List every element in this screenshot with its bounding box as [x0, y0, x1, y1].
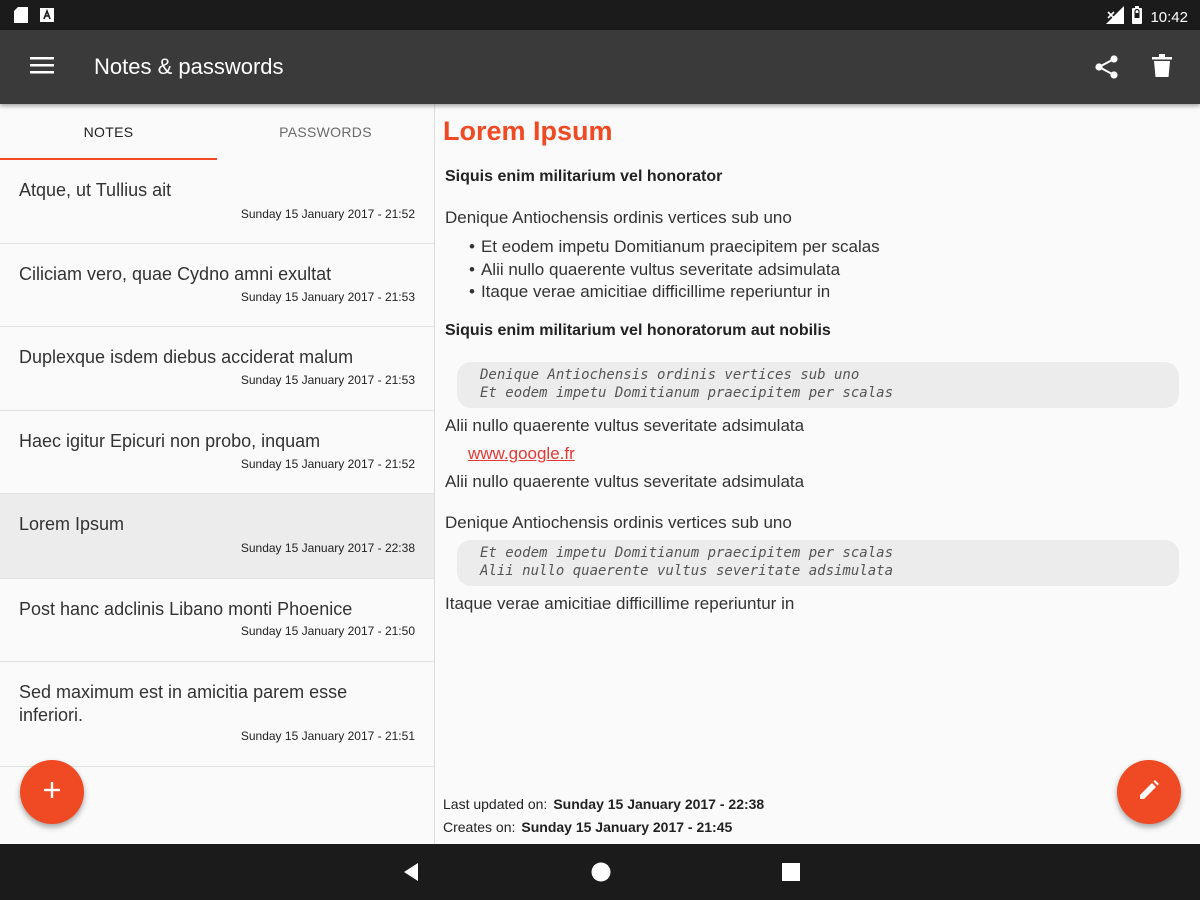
code-line: Et eodem impetu Domitianum praecipitem per scalas [480, 545, 894, 561]
note-paragraph: Denique Antiochensis ordinis vertices sub uno [445, 208, 792, 227]
home-icon[interactable] [589, 860, 613, 884]
sd-card-icon [14, 7, 28, 28]
app-title: Notes & passwords [94, 54, 284, 79]
tab-notes[interactable]: NOTES [83, 124, 134, 140]
signal-icon [1106, 6, 1124, 28]
recents-icon[interactable] [779, 860, 803, 884]
tab-passwords[interactable]: PASSWORDS [279, 124, 372, 140]
last-updated-label: Last updated on: [443, 796, 548, 812]
code-line: Denique Antiochensis ordinis vertices sub uno [480, 367, 860, 383]
status-bar [0, 0, 1200, 30]
battery-icon [1132, 6, 1142, 28]
code-block [457, 540, 1179, 586]
note-item-title: Post hanc adclinis Libano monti Phoenice [19, 599, 353, 619]
bullet-item: • Alii nullo quaerente vultus severitate adsimulata [469, 259, 880, 282]
note-item-date: Sunday 15 January 2017 - 21:53 [240, 290, 415, 304]
note-detail-panel [435, 104, 1200, 844]
code-line: Alii nullo quaerente vultus severitate adsimulata [480, 563, 894, 579]
note-item-date: Sunday 15 January 2017 - 21:53 [240, 373, 415, 387]
note-list-item[interactable] [0, 411, 434, 494]
note-paragraph: Alii nullo quaerente vultus severitate adsimulata [445, 416, 805, 435]
notification-app-icon [40, 7, 54, 28]
note-item-title: Sed maximum est in amicitia parem esse inferiori. [19, 682, 348, 725]
note-title: Lorem Ipsum [443, 116, 613, 146]
created-label: Creates on: [443, 819, 516, 835]
note-section-heading: Siquis enim militarium vel honoratorum aut nobilis [445, 322, 831, 339]
note-list-item-selected[interactable] [0, 494, 434, 579]
note-item-date: Sunday 15 January 2017 - 22:38 [240, 541, 415, 555]
note-list-item[interactable] [0, 244, 434, 327]
note-link[interactable]: www.google.fr [468, 444, 575, 463]
note-item-date: Sunday 15 January 2017 - 21:51 [240, 729, 415, 743]
plus-icon [43, 781, 61, 804]
note-list-item[interactable] [0, 579, 434, 662]
created-info [443, 819, 732, 835]
delete-icon[interactable] [1152, 54, 1174, 80]
add-note-button[interactable] [20, 760, 84, 824]
note-list-item[interactable] [0, 327, 434, 411]
edit-note-button[interactable] [1117, 760, 1181, 824]
note-item-title: Atque, ut Tullius ait [19, 180, 172, 200]
note-item-title: Lorem Ipsum [19, 514, 125, 534]
notes-list-panel [0, 104, 435, 844]
bullet-item: • Et eodem impetu Domitianum praecipitem per scalas [469, 236, 880, 259]
note-section-heading: Siquis enim militarium vel honorator [445, 168, 723, 185]
app-bar [0, 30, 1200, 104]
note-bullet-list [469, 236, 880, 304]
last-updated-info [443, 796, 764, 812]
last-updated-value: Sunday 15 January 2017 - 22:38 [553, 796, 765, 812]
note-paragraph: Denique Antiochensis ordinis vertices sub uno [445, 513, 792, 532]
status-time: 10:42 [1150, 8, 1188, 26]
note-item-date: Sunday 15 January 2017 - 21:52 [240, 207, 415, 221]
note-item-title: Ciliciam vero, quae Cydno amni exultat [19, 264, 332, 284]
note-item-date: Sunday 15 January 2017 - 21:50 [240, 624, 415, 638]
note-paragraph: Alii nullo quaerente vultus severitate adsimulata [445, 472, 805, 491]
note-list-item[interactable] [0, 662, 434, 767]
note-list-item[interactable] [0, 160, 434, 244]
tab-bar [0, 104, 434, 160]
system-nav-bar [0, 844, 1200, 900]
code-block [457, 362, 1179, 408]
menu-icon[interactable] [30, 55, 56, 79]
note-item-title: Duplexque isdem diebus acciderat malum [19, 347, 354, 367]
created-value: Sunday 15 January 2017 - 21:45 [521, 819, 733, 835]
note-item-date: Sunday 15 January 2017 - 21:52 [240, 457, 415, 471]
code-line: Et eodem impetu Domitianum praecipitem per scalas [480, 385, 894, 401]
note-item-title: Haec igitur Epicuri non probo, inquam [19, 431, 321, 451]
note-paragraph: Itaque verae amicitiae difficillime reperiuntur in [445, 594, 795, 613]
share-icon[interactable] [1094, 54, 1120, 80]
bullet-item: • Itaque verae amicitiae difficillime reperiuntur in [469, 281, 880, 304]
pencil-icon [1138, 779, 1160, 806]
back-icon[interactable] [400, 860, 424, 884]
